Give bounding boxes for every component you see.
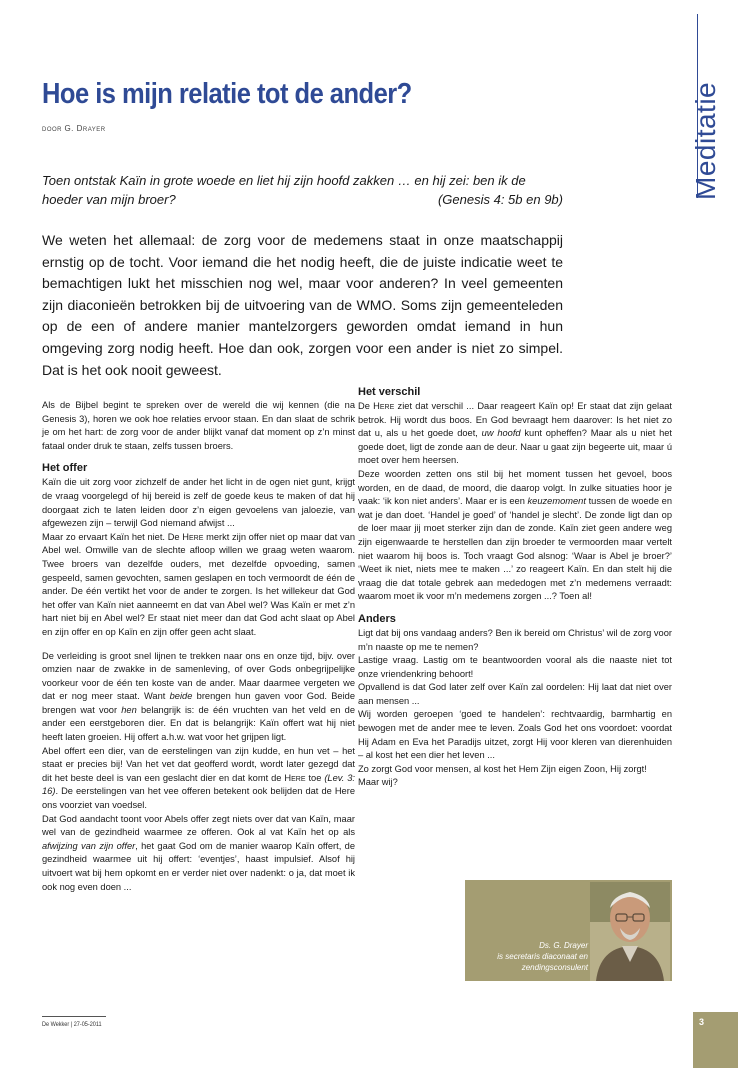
- lead-paragraph: We weten het allemaal: de zorg voor de medemens staat in onze maatschappij ernstig op de tocht. Voor iemand die het nodig heeft, die de juiste indicatie weet te bemachtigen lukt het misschien nog wel, maar voor anderen? In veel gemeenten zijn diaconieën betrokken bij de uitvoering van de WMO. Soms zijn gemeenteleden op de een of andere manier mantelzorgers geworden omdat iemand in hun omgeving zorg nodig heeft. Hoe dan ook, zorgen voor een ander is niet zo simpel. Dat is het ook nooit geweest.: [42, 232, 563, 378]
- paragraph: Maar zo ervaart Kaïn het niet. De Here merkt zijn offer niet op maar dat van Abel wel. Omwille van de slechte afloop willen we graag weten waarom. Twee broers van dezelfde ouders, met dezelfde opvoeding, samen gespeeld, samen gevochten, samen geslapen en toch vermoordt de één de ander. De één vertikt het voor de ander te zorgen. Is het willekeur dat God het offer van Kaïn niet aanneemt en dat van Abel wel? Was Kaïn er met z’n hart niet bij en Abel wel? Er staat niet meer dan dat God acht slaat op Abel en zijn offer en op Kaïn en zijn offer geen acht slaat.: [42, 531, 355, 637]
- paragraph: Wij worden geroepen ‘goed te handelen’: rechtvaardig, barmhartig en bewogen met de ander mee te leven. Zoals God het ons voordoet: voordat Hij Adam en Eva het Paradijs uitzet, zorgt Hij voor kleren van dierenhuiden – al kost het een dier het leven ...: [358, 709, 672, 761]
- paragraph: Deze woorden zetten ons stil bij het moment tussen het gevoel, boos worden, en de daad, de moord, die daarop volgt. In zulke situaties hoor je vaak: ‘ik kon niet anders’. Maar er is een keuzemoment tussen de woede en wat je dan doet. ‘Handel je goed’ of ‘handel je slecht’. De zonde ligt dan op de loer maar jij moet sterker zijn dan de zonde. Kaïn ziet geen andere weg zijn eigenwaarde te herstellen dan zijn broeder te vermoorden maar vertelt niet waarom hij boos is. Toch vraagt God alsnog: ‘Waar is Abel je broer?’ ‘Weet ik niet, niets mee te maken ...’ zo reageert Kaïn. En dan stelt hij die vraag die dat totale gebrek aan mededogen met z’n medemens verraadt: waarom moet ik voor m’n medemens zorgen ...? Toen al!: [358, 468, 672, 602]
- caption-name: Ds. G. Drayer: [539, 941, 588, 950]
- paragraph: Zo zorgt God voor mensen, al kost het Hem Zijn eigen Zoon, Hij zorgt!: [358, 763, 647, 774]
- byline: [42, 124, 106, 133]
- caption-line: is secretaris diaconaat en: [497, 952, 588, 961]
- heading-het-offer: Het offer: [42, 462, 88, 475]
- paragraph: Maar wij?: [358, 777, 398, 788]
- paragraph: De verleiding is groot snel lijnen te trekken naar ons en onze tijd, bijv. over omzien naar de zwakke in de samenleving, of over Gods onbegrijpelijke voorkeur voor de één ten koste van de ander. Maar daarmee vergeten we dat er nog meer staat. Want beide brengen hun gaven voor God. Beide brengen wat voor hen belangrijk is: de één vruchten van het veld en de ander een eerstgeboren dier. En dat is belangrijk: Kaïn offert wat hij niet heeft laten groeien. Hij offert a.h.w. wat voor het grijpen ligt.: [42, 650, 355, 743]
- author-portrait: [590, 882, 670, 981]
- footer-rule: [42, 1016, 106, 1017]
- quote-reference: (Genesis 4: 5b en 9b): [437, 192, 563, 207]
- paragraph: Ligt dat bij ons vandaag anders? Ben ik bereid om Christus’ wil de zorg voor m’n naaste op me te nemen?: [358, 627, 672, 652]
- paragraph: De Here ziet dat verschil ... Daar reageert Kaïn op! Er staat dat zijn gelaat betrok. Hij wordt dus boos. En God bevraagt hem daarover: Is het niet zo dat u, als u het goede doet, uw hoofd kunt opheffen? Maar als u niet het goede doet, ligt de zonde aan de deur. Naar u gaat zijn begeerte uit, maar ú moet over hem heersen.: [358, 401, 673, 466]
- page-number: 3: [699, 1017, 705, 1027]
- paragraph: Kaïn die uit zorg voor zichzelf de ander het licht in de ogen niet gunt, krijgt de vraag voorgelegd of hij bereid is zelf de goede keus te maken of dat hij doorgaat zich te laten leiden door z’n eigen gevoelens van jaloezie, van afgewezen zijn – terwijl God niemand afwijst ...: [42, 477, 355, 529]
- section-label: Meditatie: [690, 81, 721, 200]
- article-title: Hoe is mijn relatie tot de ander?: [42, 78, 412, 110]
- left-column: [42, 399, 355, 894]
- intro-paragraph: Als de Bijbel begint te spreken over de wereld die wij kennen (die na Genesis 3), horen we ook hoe relaties ervoor staan. En dan slaat de schrik je om het hart: de zorg voor de ander blijkt vanaf dat moment op z’n minst fataal onder druk te staan, zelfs tussen broers.: [42, 400, 355, 451]
- scripture-quote: [42, 171, 563, 209]
- byline-author: G. Drayer: [64, 124, 106, 133]
- quote-text: Toen ontstak Kaïn in grote woede en liet hij zijn hoofd zakken … en hij zei: ben ik de hoeder van mijn broer?: [42, 173, 526, 207]
- footer-publication: De Wekker | 27-05-2011: [42, 1021, 102, 1028]
- heading-anders: Anders: [358, 612, 396, 625]
- paragraph: Dat God aandacht toont voor Abels offer zegt niets over dat van Kaïn, maar wel van de gezindheid waarmee ze offeren. Ook al vat Kaïn het op als afwijzing van zijn offer, het gaat God om de manier waarop Kaïn offert, de gezindheid waarmee uit hij offert: ‘eventjes’, haast impulsief. Alsof hij uitvoert wat bij hem opkomt en er verder niet over nadenkt: o ja, dat moet ik ook nog even doen ...: [42, 813, 355, 892]
- right-column: [358, 385, 672, 790]
- paragraph: Opvallend is dat God later zelf over Kaïn zal oordelen: Hij laat dat niet over aan mensen ...: [358, 682, 672, 706]
- heading-het-verschil: Het verschil: [358, 386, 421, 398]
- caption-line: zendingsconsulent: [521, 963, 588, 972]
- byline-prefix: DOOR: [42, 127, 62, 133]
- paragraph: Abel offert een dier, van de eerstelingen van zijn kudde, en hun vet – het staat er precies bij! Van het vet dat geofferd wordt, wordt later gezegd dat dit het beste deel is van een geslacht dier en dat komt de Here toe (Lev. 3: 16). De eerstelingen van het vee offeren betekent ook belijden dat de Here ons voorziet van voedsel.: [42, 745, 355, 811]
- photo-caption: [470, 940, 588, 973]
- paragraph: Lastige vraag. Lastig om te beantwoorden vooral als die naaste niet tot onze vriendenkring behoort!: [358, 655, 672, 679]
